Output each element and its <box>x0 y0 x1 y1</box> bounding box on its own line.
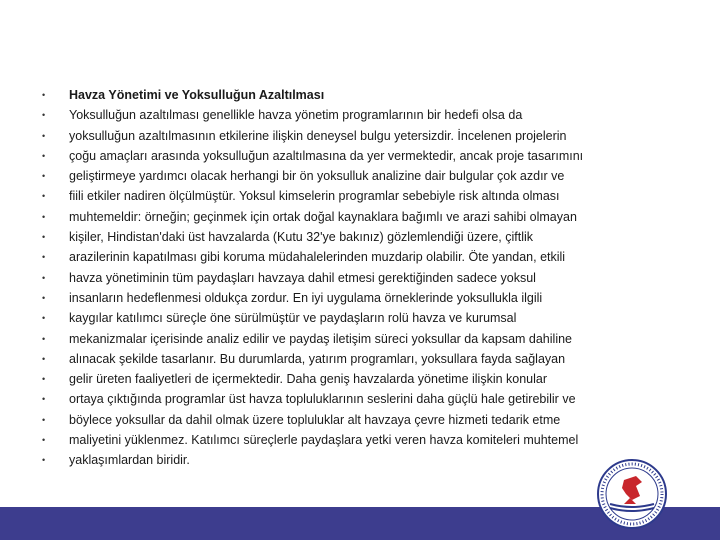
body-line <box>42 389 672 409</box>
body-line <box>42 105 672 125</box>
body-text: havza yönetiminin tüm paydaşları havzaya dahil etmesi gerektiğinden sadece yoksul <box>69 270 536 285</box>
bullet-icon: • <box>42 211 46 222</box>
body-line <box>42 349 672 369</box>
body-line <box>42 126 672 146</box>
body-line <box>42 227 672 247</box>
body-text: yoksulluğun azaltılmasının etkilerine ilişkin deneysel bulgu yetersizdir. İncelenen projelerin <box>69 128 567 143</box>
bullet-icon: • <box>42 150 46 161</box>
body-text: maliyetini yüklenmez. Katılımcı süreçlerle paydaşlara yetki veren havza komiteleri muhtemel <box>69 433 579 448</box>
body-line <box>42 207 672 227</box>
body-line <box>42 308 672 328</box>
bullet-icon: • <box>42 272 46 283</box>
body-line <box>42 369 672 389</box>
body-line <box>42 410 672 430</box>
bullet-icon: • <box>42 455 46 466</box>
body-text: muhtemeldir: örneğin; geçinmek için ortak doğal kaynaklara bağımlı ve arazi sahibi olmayan <box>69 209 577 224</box>
body-text: geliştirmeye yardımcı olacak herhangi bir ön yoksulluk analizine dair bulgular çok azdır ve <box>69 169 565 184</box>
bullet-icon: • <box>42 130 46 141</box>
body-text: gelir üreten faaliyetleri de içermektedir. Daha geniş havzalarda yönetime ilişkin konular <box>69 372 548 387</box>
body-line <box>42 430 672 450</box>
body-line <box>42 450 672 470</box>
bullet-icon: • <box>42 374 46 385</box>
body-text: insanların hedeflenmesi oldukça zordur. En iyi uygulama örneklerinde yoksullukla ilgili <box>69 290 543 305</box>
body-text: kaygılar katılımcı süreçle öne sürülmüştür ve paydaşların rolü havza ve kurumsal <box>69 311 517 326</box>
body-line <box>42 146 672 166</box>
body-line <box>42 186 672 206</box>
university-seal-icon <box>596 458 668 530</box>
bullet-icon: • <box>42 90 46 100</box>
body-line <box>42 247 672 267</box>
body-text: alınacak şekilde tasarlanır. Bu durumlarda, yatırım programları, yoksullara fayda sağlayan <box>69 351 566 366</box>
slide-title: Havza Yönetimi ve Yoksulluğun Azaltılması <box>69 88 325 102</box>
body-line <box>42 166 672 186</box>
body-line <box>42 288 672 308</box>
bullet-icon: • <box>42 292 46 303</box>
bullet-icon: • <box>42 252 46 263</box>
body-text: fiili etkiler nadiren ölçülmüştür. Yoksul kimselerin programlar sebebiyle risk altında olması <box>69 189 560 204</box>
bullet-icon: • <box>42 333 46 344</box>
slide-title-line <box>42 85 672 105</box>
bullet-icon: • <box>42 110 46 121</box>
body-line <box>42 329 672 349</box>
body-text: arazilerinin kapatılması gibi koruma müdahalelerinden muzdarip olabilir. Öte yandan, etkili <box>69 250 566 265</box>
body-text: yaklaşımlardan biridir. <box>69 453 190 468</box>
slide-body <box>42 85 672 471</box>
body-line <box>42 268 672 288</box>
body-text: çoğu amaçları arasında yoksulluğun azaltılmasına da yer vermektedir, ancak proje tasarımını <box>69 148 584 163</box>
body-text: Yoksulluğun azaltılması genellikle havza yönetim programlarının bir hedefi olsa da <box>69 108 523 123</box>
bullet-icon: • <box>42 394 46 405</box>
bullet-icon: • <box>42 435 46 446</box>
body-text: mekanizmalar içerisinde analiz edilir ve paydaş iletişim süreci yoksullar da kapsam dahiline <box>69 331 572 346</box>
bullet-icon: • <box>42 353 46 364</box>
bullet-icon: • <box>42 414 46 425</box>
body-text: ortaya çıktığında programlar üst havza topluluklarının seslerini daha güçlü hale getirebilir ve <box>69 392 576 407</box>
body-text: kişiler, Hindistan'daki üst havzalarda (Kutu 32'ye bakınız) gözlemlendiği üzere, çiftlik <box>69 230 534 245</box>
bullet-icon: • <box>42 191 46 202</box>
bullet-icon: • <box>42 171 46 182</box>
bullet-icon: • <box>42 232 46 243</box>
bullet-icon: • <box>42 313 46 324</box>
body-text: böylece yoksullar da dahil olmak üzere topluluklar alt havzaya çevre hizmeti tedarik etme <box>69 412 561 427</box>
